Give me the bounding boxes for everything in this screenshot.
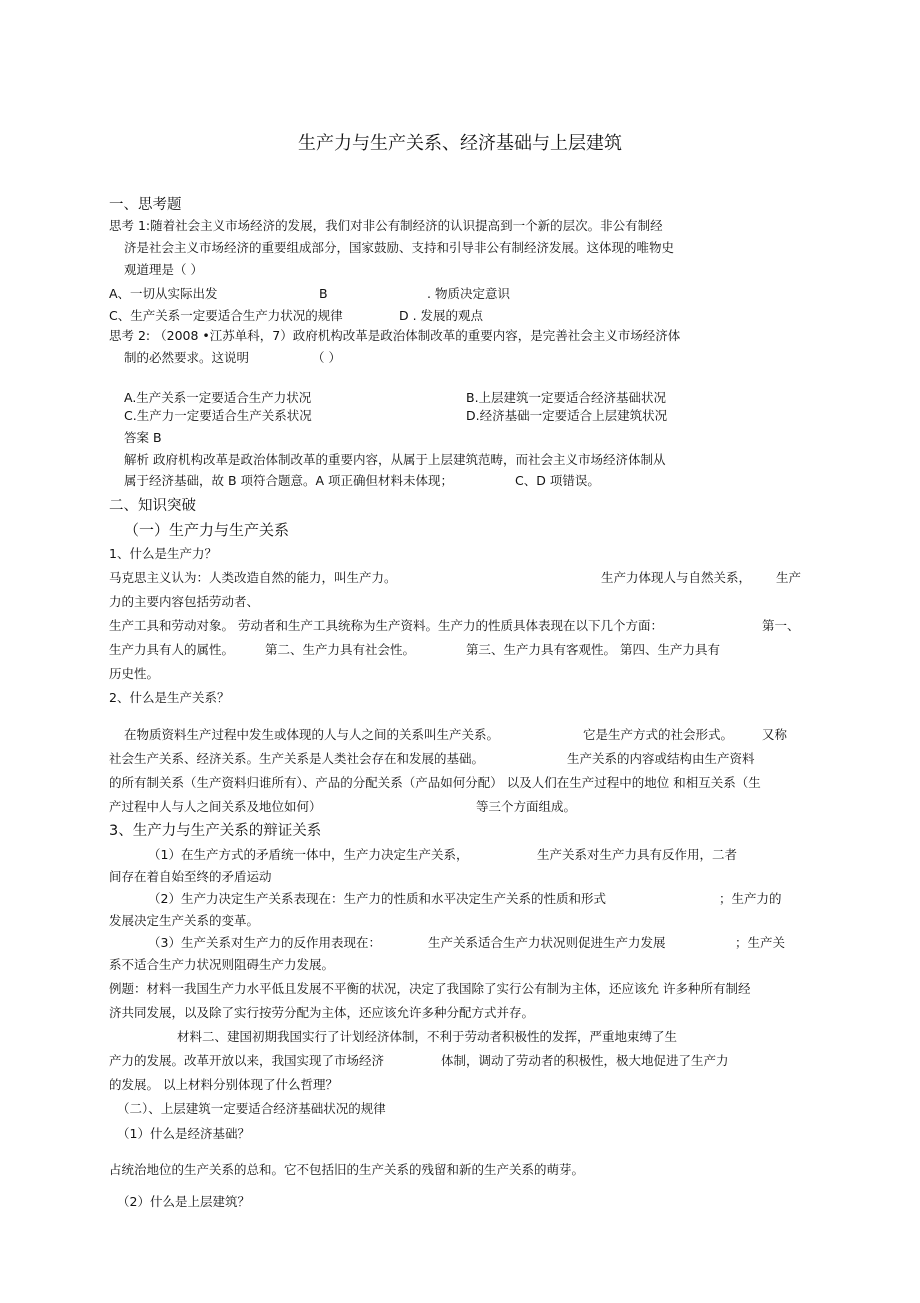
text-line: B.上层建筑一定要适合经济基础状况	[466, 390, 667, 405]
text-line: （3）生产关系对生产力的反作用表现在：	[148, 935, 381, 950]
text-line: （1）什么是经济基础？	[117, 1126, 250, 1141]
text-line: 生产工具和劳动对象。 劳动者和生产工具统称为生产资料。生产力的性质具体表现在以下几个方面：	[109, 618, 663, 633]
text-line: 体制，调动了劳动者的积极性，极大地促进了生产力	[441, 1053, 729, 1068]
text-line: （2）生产力决定生产关系表现在：生产力的性质和水平决定生产关系的性质和形式	[148, 891, 606, 906]
text-line: 属于经济基础，故 B 项符合题意。A 项正确但材料未体现；	[124, 473, 454, 488]
text-line: 的发展。 以上材料分别体现了什么哲理？	[109, 1077, 338, 1092]
text-line: 占统治地位的生产关系的总和。它不包括旧的生产关系的残留和新的生产关系的萌芽。	[109, 1162, 585, 1177]
text-line: 生产关系的内容或结构由生产资料	[567, 751, 755, 766]
text-line: 在物质资料生产过程中发生或体现的人与人之间的关系叫生产关系。	[124, 727, 500, 742]
text-line: 一、思考题	[109, 197, 182, 213]
text-line: 答案 B	[124, 430, 162, 445]
text-line: （ ）	[312, 350, 341, 365]
text-line: 产过程中人与人之间关系及地位如何）	[109, 799, 322, 814]
text-line: . 物质决定意识	[427, 286, 510, 301]
text-line: 第二、生产力具有社会性。	[265, 642, 416, 657]
text-line: 第一、	[762, 618, 800, 633]
text-line: 二、知识突破	[109, 498, 196, 514]
text-line: 1、什么是生产力？	[109, 546, 217, 561]
text-line: （2）什么是上层建筑？	[117, 1194, 250, 1209]
text-line: C、生产关系一定要适合生产力状况的规律	[109, 308, 343, 323]
text-line: 制的必然要求。这说明	[124, 350, 250, 365]
text-line: C.生产力一定要适合生产关系状况	[124, 408, 312, 423]
page-title: 生产力与生产关系、经济基础与上层建筑	[298, 133, 622, 154]
text-line: 思考 2: （2008 •江苏单科，7）政府机构改革是政治体制改革的重要内容，是完善社会主义市场经济体	[109, 328, 681, 343]
text-line: 生产	[776, 570, 802, 585]
text-line: （二）、上层建筑一定要适合经济基础状况的规律	[117, 1101, 386, 1116]
text-line: B	[319, 286, 328, 301]
text-line: 又称	[762, 727, 788, 742]
text-line: 生产关系适合生产力状况则促进生产力发展	[428, 935, 666, 950]
text-line: 的所有制关系（生产资料归谁所有）、产品的分配关系（产品如何分配） 以及人们在生产过程中的地位 和相互关系（生	[109, 775, 761, 790]
text-line: D . 发展的观点	[399, 308, 484, 323]
text-line: 间存在着自始至终的矛盾运动	[109, 869, 272, 884]
text-line: 生产力体现人与自然关系，	[601, 570, 752, 585]
text-line: C、D 项错误。	[515, 473, 600, 488]
text-line: 系不适合生产力状况则阻碍生产力发展。	[109, 957, 335, 972]
text-line: 产力的发展。改革开放以来，我国实现了市场经济	[109, 1053, 385, 1068]
text-line: 观道理是（ ）	[124, 262, 203, 277]
text-line: 马克思主义认为：人类改造自然的能力，叫生产力。	[109, 570, 397, 585]
text-line: 2、什么是生产关系？	[109, 690, 230, 705]
text-line: 思考 1:随着社会主义市场经济的发展，我们对非公有制经济的认识提高到一个新的层次。非公有制经	[109, 218, 663, 233]
text-line: A、一切从实际出发	[109, 286, 218, 301]
text-line: 力的主要内容包括劳动者、	[109, 594, 260, 609]
text-line: D.经济基础一定要适合上层建筑状况	[466, 408, 668, 423]
text-line: ；生产力的	[719, 891, 782, 906]
text-line: 例题：材料一我国生产力水平低且发展不平衡的状况，决定了我国除了实行公有制为主体，还应该允 许多种所有制经	[109, 981, 751, 996]
text-line: 第三、生产力具有客观性。 第四、生产力具有	[466, 642, 720, 657]
text-line: 解析 政府机构改革是政治体制改革的重要内容，从属于上层建筑范畴，而社会主义市场经济体制从	[124, 452, 666, 467]
text-line: 济是社会主义市场经济的重要组成部分，国家鼓励、支持和引导非公有制经济发展。这体现的唯物史	[124, 240, 675, 255]
text-line: 它是生产方式的社会形式。	[583, 727, 734, 742]
text-line: 材料二、建国初期我国实行了计划经济体制，不利于劳动者积极性的发挥，严重地束缚了生	[177, 1029, 678, 1044]
text-line: （1）在生产方式的矛盾统一体中，生产力决定生产关系，	[148, 847, 469, 862]
text-line: （一）生产力与生产关系	[124, 521, 290, 539]
text-line: 社会生产关系、经济关系。生产关系是人类社会存在和发展的基础。	[109, 751, 485, 766]
text-line: 生产关系对生产力具有反作用，二者	[537, 847, 738, 862]
text-line: 济共同发展，以及除了实行按劳分配为主体，还应该允许多种分配方式并存。	[109, 1005, 535, 1020]
text-line: 发展决定生产关系的变革。	[109, 913, 260, 928]
text-line: 生产力具有人的属性。	[109, 642, 235, 657]
text-line: 等三个方面组成。	[476, 799, 577, 814]
text-line: 3、生产力与生产关系的辩证关系	[109, 823, 322, 839]
text-line: ；生产关	[735, 935, 786, 950]
text-line: A.生产关系一定要适合生产力状况	[124, 390, 312, 405]
text-line: 历史性。	[109, 666, 160, 681]
